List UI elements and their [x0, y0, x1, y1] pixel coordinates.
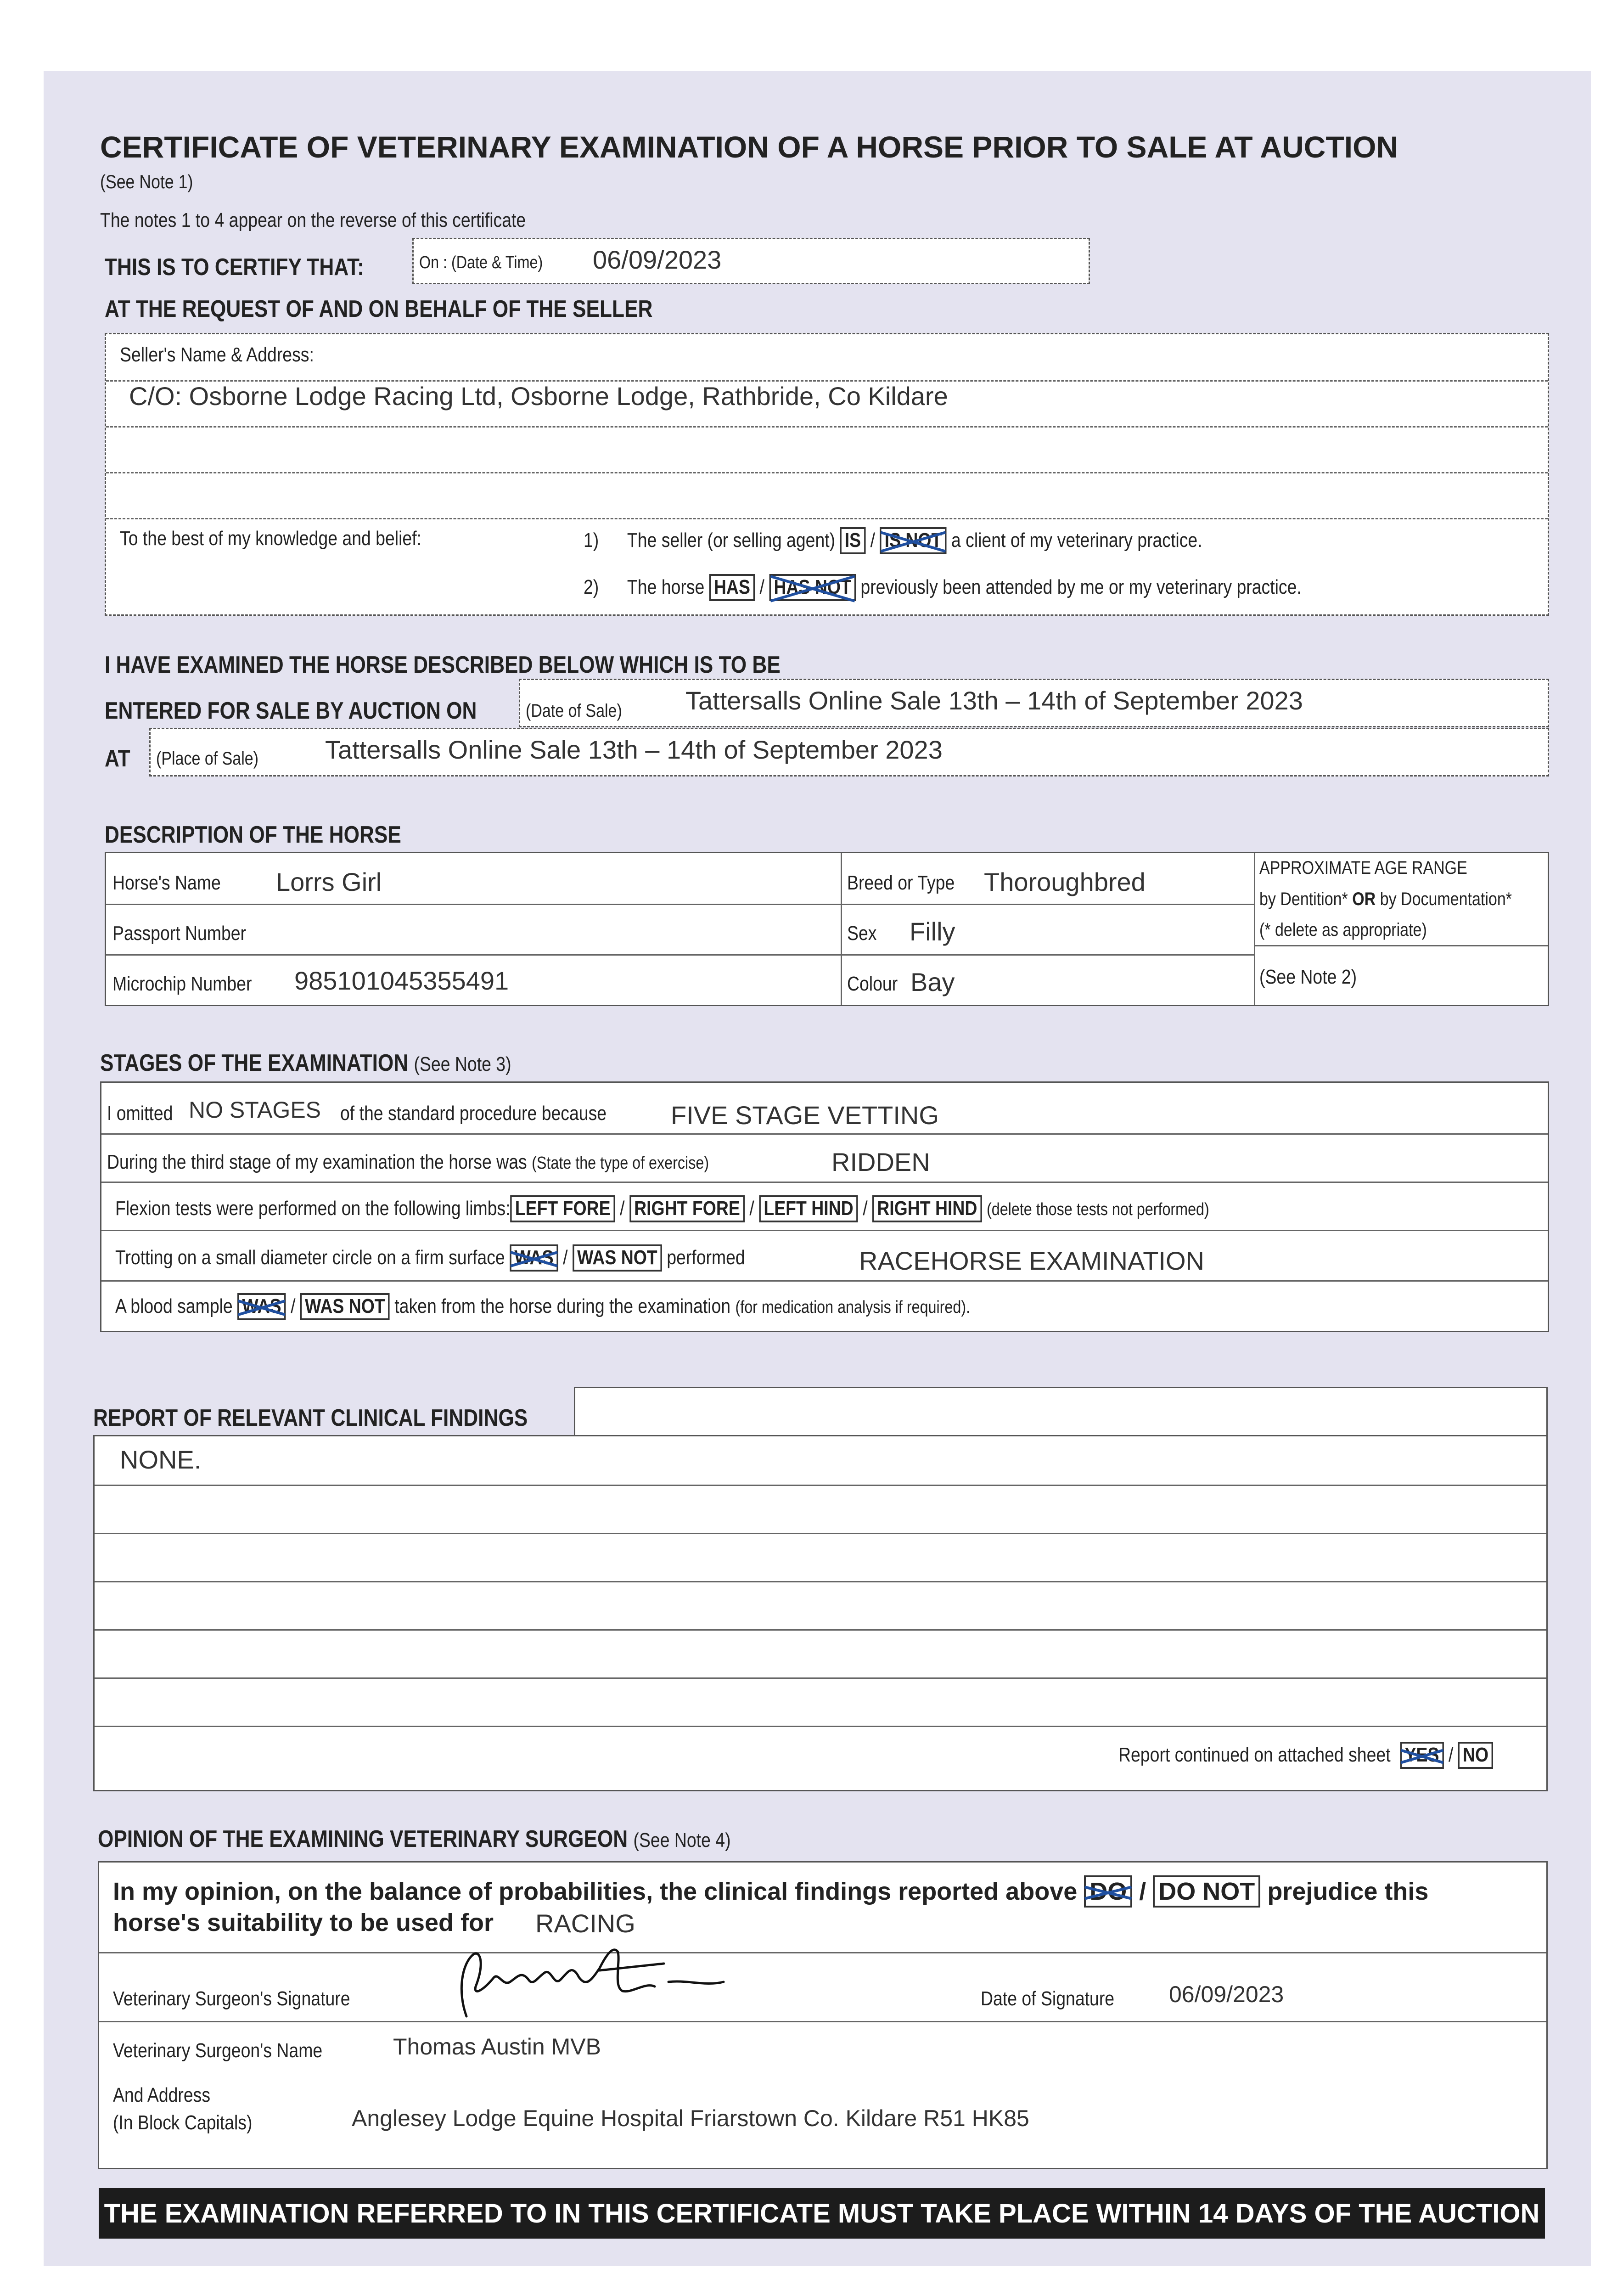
report-findings-area[interactable] — [93, 1435, 1548, 1791]
see-note-1: (See Note 1) — [100, 171, 193, 192]
at-label: AT — [105, 745, 130, 772]
seller-block — [105, 333, 1549, 616]
colour-label: Colour — [847, 973, 898, 995]
entered-label: ENTERED FOR SALE BY AUCTION ON — [105, 698, 477, 724]
place-of-sale-label: (Place of Sale) — [156, 748, 258, 769]
description-heading: DESCRIPTION OF THE HORSE — [105, 822, 401, 848]
opinion-line-2: horse's suitability to be used for — [113, 1909, 494, 1936]
right-fore-option[interactable]: RIGHT FORE — [629, 1195, 745, 1222]
report-heading-field — [574, 1387, 1548, 1439]
request-label: AT THE REQUEST OF AND ON BEHALF OF THE SELLER — [105, 296, 653, 322]
place-of-sale-value: Tattersalls Online Sale 13th – 14th of September 2023 — [325, 735, 943, 764]
age-delete-note: (* delete as appropriate) — [1259, 920, 1427, 940]
signature-image — [448, 1936, 861, 2023]
because-label: of the standard procedure because — [340, 1102, 607, 1125]
third-stage-value[interactable]: RIDDEN — [831, 1148, 930, 1176]
date-of-sale-value: Tattersalls Online Sale 13th – 14th of September 2023 — [685, 686, 1303, 715]
horse-attended-statement: 2) The horse HAS / HAS NOT previously been attended by me or my veterinary practice. — [584, 574, 1302, 601]
footer-banner: THE EXAMINATION REFERRED TO IN THIS CERTIFICATE MUST TAKE PLACE WITHIN 14 DAYS OF THE AUCTION — [99, 2188, 1545, 2239]
address-label: And Address — [113, 2084, 211, 2106]
third-stage-label: During the third stage of my examination the horse was (State the type of exercise) — [107, 1151, 709, 1173]
report-continued-row: Report continued on attached sheet YES / NO — [1118, 1742, 1493, 1769]
description-table — [105, 852, 1549, 1006]
has-not-option[interactable]: HAS NOT — [769, 574, 856, 601]
seller-client-statement: 1) The seller (or selling agent) IS / IS NOT a client of my veterinary practice. — [584, 527, 1202, 554]
trot-value[interactable]: RACEHORSE EXAMINATION — [859, 1246, 1204, 1275]
notes-line: The notes 1 to 4 appear on the reverse of this certificate — [100, 209, 526, 231]
right-hind-option[interactable]: RIGHT HIND — [872, 1195, 982, 1222]
age-see-note: (See Note 2) — [1259, 966, 1357, 988]
vet-name-value[interactable]: Thomas Austin MVB — [393, 2034, 601, 2060]
stages-heading: STAGES OF THE EXAMINATION (See Note 3) — [100, 1050, 511, 1076]
passport-label: Passport Number — [112, 922, 247, 945]
examined-label: I HAVE EXAMINED THE HORSE DESCRIBED BELOW WHICH IS TO BE — [105, 652, 781, 678]
trot-was-not-option[interactable]: WAS NOT — [573, 1244, 662, 1272]
age-title: APPROXIMATE AGE RANGE — [1259, 858, 1467, 878]
left-fore-option[interactable]: LEFT FORE — [511, 1195, 615, 1222]
on-date-value: 06/09/2023 — [593, 245, 722, 274]
trot-row: Trotting on a small diameter circle on a firm surface WAS / WAS NOT performed — [115, 1244, 745, 1272]
breed-label: Breed or Type — [847, 872, 955, 894]
sex-value[interactable]: Filly — [910, 917, 955, 946]
colour-value[interactable]: Bay — [910, 968, 955, 996]
age-method: by Dentition* OR by Documentation* — [1259, 889, 1512, 909]
date-signature-label: Date of Signature — [981, 1987, 1115, 2010]
certify-label: THIS IS TO CERTIFY THAT: — [105, 254, 364, 281]
omitted-value[interactable]: NO STAGES — [189, 1097, 321, 1123]
opinion-do-not-option[interactable]: DO NOT — [1153, 1875, 1260, 1908]
signature-label: Veterinary Surgeon's Signature — [113, 1987, 350, 2010]
on-date-field[interactable] — [412, 238, 1090, 284]
opinion-block — [98, 1861, 1548, 2169]
blood-was-option[interactable]: WAS — [237, 1293, 286, 1320]
microchip-value[interactable]: 985101045355491 — [294, 966, 509, 995]
is-not-option[interactable]: IS NOT — [880, 527, 946, 554]
date-of-sale-label: (Date of Sale) — [526, 701, 622, 721]
horse-name-label: Horse's Name — [112, 872, 221, 894]
is-option[interactable]: IS — [840, 527, 866, 554]
sex-label: Sex — [847, 922, 877, 945]
opinion-do-option[interactable]: DO — [1084, 1875, 1132, 1908]
vet-address-value[interactable]: Anglesey Lodge Equine Hospital Friarstown Co. Kildare R51 HK85 — [352, 2105, 1029, 2131]
horse-name-value[interactable]: Lorrs Girl — [276, 867, 382, 896]
trot-was-option[interactable]: WAS — [510, 1244, 558, 1272]
date-signature-value[interactable]: 06/09/2023 — [1169, 1981, 1284, 2007]
continued-yes-option[interactable]: YES — [1400, 1742, 1443, 1769]
report-findings-value: NONE. — [120, 1445, 202, 1474]
continued-no-option[interactable]: NO — [1458, 1742, 1494, 1769]
stages-table — [100, 1081, 1549, 1332]
opinion-heading: OPINION OF THE EXAMINING VETERINARY SURGEON (See Note 4) — [98, 1826, 731, 1852]
left-hind-option[interactable]: LEFT HIND — [759, 1195, 858, 1222]
seller-address[interactable]: C/O: Osborne Lodge Racing Ltd, Osborne Lodge, Rathbride, Co Kildare — [129, 382, 948, 411]
microchip-label: Microchip Number — [112, 973, 252, 995]
omitted-label: I omitted — [107, 1102, 173, 1125]
because-value[interactable]: FIVE STAGE VETTING — [671, 1101, 939, 1130]
address-block-capitals-label: (In Block Capitals) — [113, 2111, 253, 2134]
blood-row: A blood sample WAS / WAS NOT taken from the horse during the examination (for medication analysis if required). — [115, 1293, 970, 1320]
knowledge-label: To the best of my knowledge and belief: — [120, 527, 421, 550]
breed-value[interactable]: Thoroughbred — [984, 867, 1146, 896]
flexion-row: Flexion tests were performed on the following limbs: LEFT FORE / RIGHT FORE / LEFT HIND / RIGHT HIND (delete those tests not performed) — [115, 1195, 1209, 1222]
date-of-sale-field[interactable] — [519, 679, 1549, 727]
opinion-use-value[interactable]: RACING — [535, 1909, 635, 1938]
report-heading: REPORT OF RELEVANT CLINICAL FINDINGS — [93, 1405, 528, 1431]
has-option[interactable]: HAS — [709, 574, 755, 601]
blood-was-not-option[interactable]: WAS NOT — [300, 1293, 390, 1320]
vet-name-label: Veterinary Surgeon's Name — [113, 2039, 323, 2062]
page-title: CERTIFICATE OF VETERINARY EXAMINATION OF A HORSE PRIOR TO SALE AT AUCTION — [100, 130, 1398, 164]
on-date-label: On : (Date & Time) — [419, 253, 543, 272]
opinion-line-1: In my opinion, on the balance of probabilities, the clinical findings reported above DO / DO NOT prejudice this — [113, 1875, 1428, 1908]
seller-name-label: Seller's Name & Address: — [120, 343, 314, 366]
place-of-sale-field[interactable] — [149, 728, 1549, 777]
